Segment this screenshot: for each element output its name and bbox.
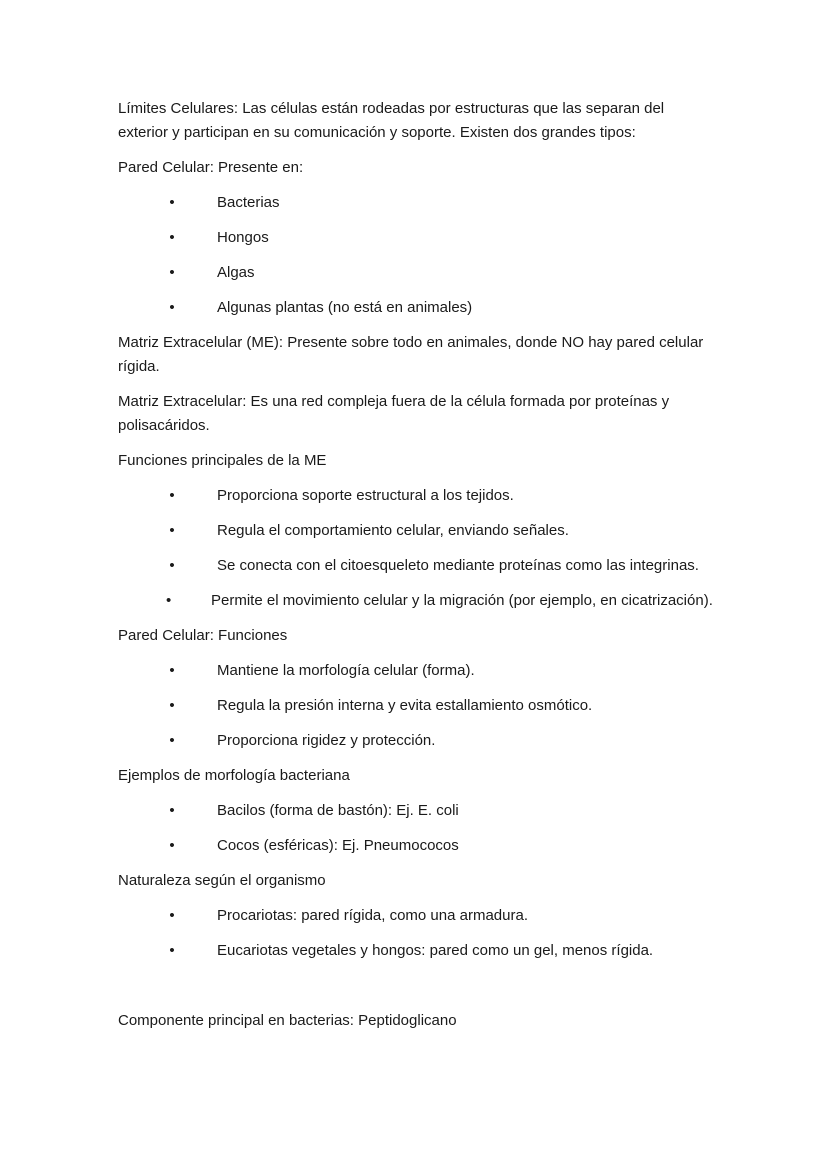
list-item-text: Algunas plantas (no está en animales) [217, 299, 473, 316]
list-item [118, 519, 718, 543]
list-item-text: Eucariotas vegetales y hongos: pared como un gel, menos rígida. [217, 942, 654, 959]
bullet-icon: • [169, 732, 175, 749]
bullet-icon: • [169, 942, 175, 959]
naturaleza-list [118, 904, 718, 963]
list-item [118, 834, 718, 858]
bullet-icon: • [169, 229, 175, 246]
matriz-presente-paragraph: Matriz Extracelular (ME): Presente sobre todo en animales, donde NO hay pared celular rígida. [118, 334, 704, 375]
funciones-me-list [118, 484, 718, 613]
funciones-me-heading: Funciones principales de la ME [118, 452, 327, 469]
pared-presente-heading: Pared Celular: Presente en: [118, 159, 304, 176]
list-item [118, 554, 718, 578]
list-item [118, 729, 718, 753]
document-page [118, 97, 718, 1044]
list-item [118, 296, 718, 320]
bullet-icon: • [169, 802, 175, 819]
bullet-icon: • [169, 194, 175, 211]
list-item-text: Mantiene la morfología celular (forma). [217, 662, 475, 679]
list-item-text: Procariotas: pared rígida, como una armadura. [217, 907, 528, 924]
list-item [118, 904, 718, 928]
list-item [118, 484, 718, 508]
list-item-text: Algas [217, 264, 255, 281]
bullet-icon: • [169, 662, 175, 679]
list-item [118, 589, 718, 613]
bullet-icon: • [169, 907, 175, 924]
list-item [118, 659, 718, 683]
list-item-text: Se conecta con el citoesqueleto mediante proteínas como las integrinas. [217, 557, 699, 574]
list-item-text: Hongos [217, 229, 269, 246]
pared-funciones-list [118, 659, 718, 753]
list-item [118, 191, 718, 215]
bullet-icon: • [169, 697, 175, 714]
list-item-text: Cocos (esféricas): Ej. Pneumococos [217, 837, 459, 854]
morfologia-list [118, 799, 718, 858]
list-item [118, 799, 718, 823]
bullet-icon: • [169, 837, 175, 854]
list-item-text: Proporciona soporte estructural a los tejidos. [217, 487, 514, 504]
bullet-icon: • [169, 299, 175, 316]
bullet-icon: • [169, 264, 175, 281]
componente-paragraph: Componente principal en bacterias: Peptidoglicano [118, 1012, 457, 1029]
list-item-text: Regula la presión interna y evita estallamiento osmótico. [217, 697, 593, 714]
bullet-icon: • [169, 522, 175, 539]
bullet-icon: • [166, 592, 172, 609]
matriz-definicion-paragraph: Matriz Extracelular: Es una red compleja fuera de la célula formada por proteínas y polisacáridos. [118, 393, 670, 434]
list-item-text: Proporciona rigidez y protección. [217, 732, 436, 749]
bullet-icon: • [169, 557, 175, 574]
morfologia-heading: Ejemplos de morfología bacteriana [118, 767, 350, 784]
list-item [118, 694, 718, 718]
list-item-text: Bacilos (forma de bastón): Ej. E. coli [217, 802, 459, 819]
list-item [118, 261, 718, 285]
list-item-text: Bacterias [217, 194, 280, 211]
pared-funciones-heading: Pared Celular: Funciones [118, 627, 288, 644]
list-item [118, 939, 718, 963]
intro-paragraph: Límites Celulares: Las células están rodeadas por estructuras que las separan del exterior y participan en su comunicación y soporte. Existen dos grandes tipos: [118, 100, 665, 141]
list-item [118, 226, 718, 250]
list-item-text: Regula el comportamiento celular, enviando señales. [217, 522, 569, 539]
blank-line [118, 974, 718, 1009]
list-item-text: Permite el movimiento celular y la migración (por ejemplo, en cicatrización). [211, 592, 713, 609]
bullet-icon: • [169, 487, 175, 504]
pared-presente-list [118, 191, 718, 320]
naturaleza-heading: Naturaleza según el organismo [118, 872, 326, 889]
